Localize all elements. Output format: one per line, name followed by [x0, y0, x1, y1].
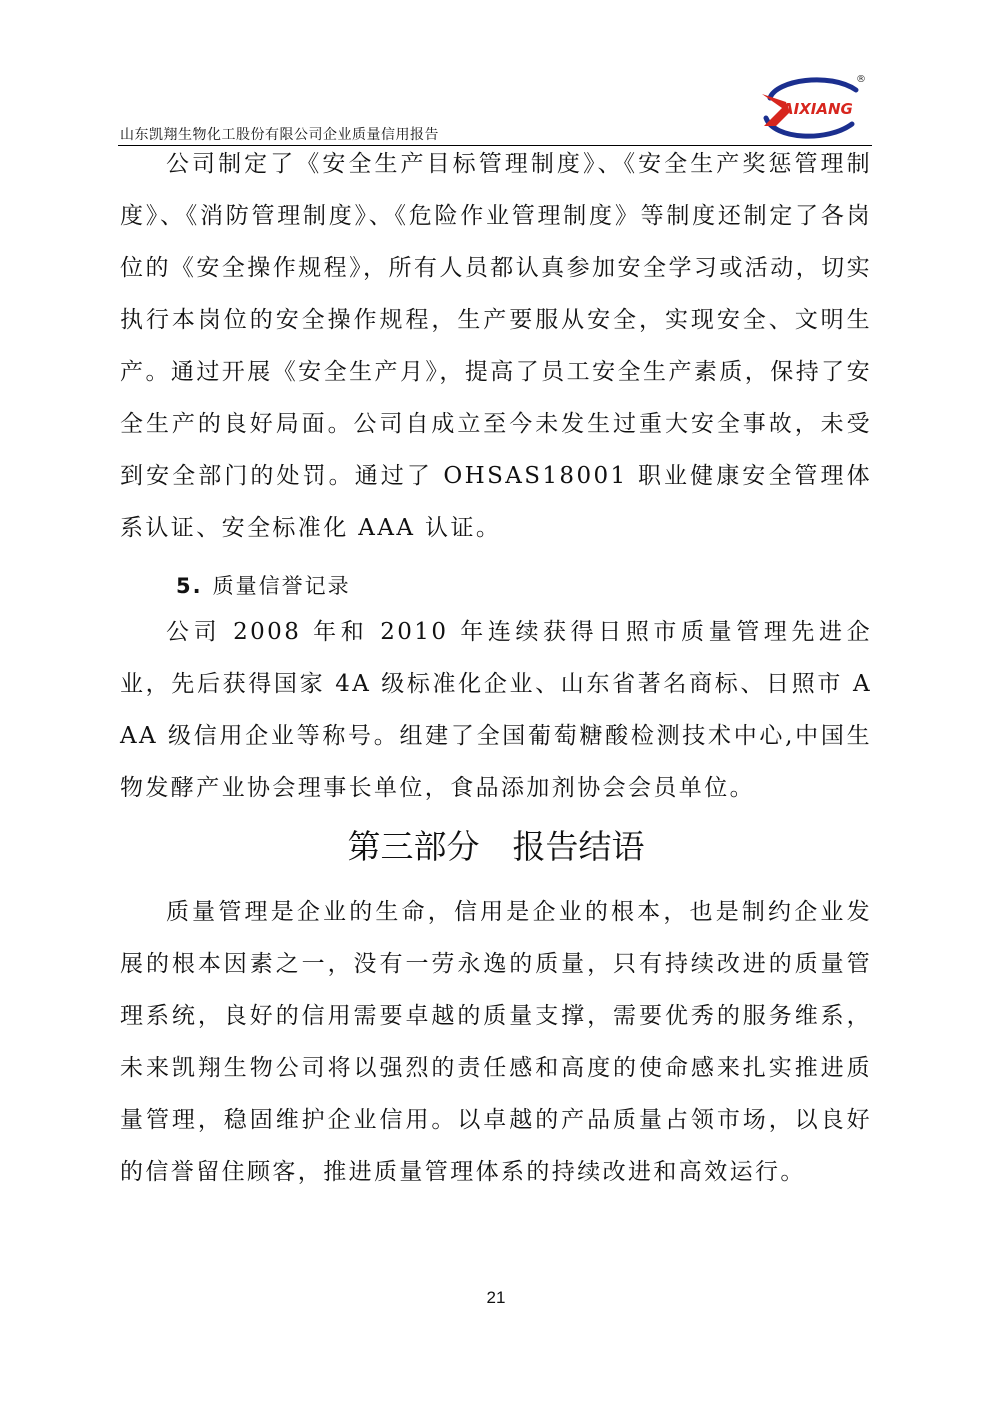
paragraph-conclusion: 质量管理是企业的生命，信用是企业的根本，也是制约企业发展的根本因素之一，没有一劳永逸的质量，只有持续改进的质量管理系统，良好的信用需要卓越的质量支撑，需要优秀的服务维系，未来凯翔生物公司将以强烈的责任感和高度的使命感来扎实推进质量管理，稳固维护企业信用。以卓越的产品质量占领市场，以良好的信誉留住顾客，推进质量管理体系的持续改进和高效运行。	[120, 899, 872, 1185]
kaixiang-logo	[752, 72, 870, 142]
section-title: 质量信誉记录	[212, 574, 351, 598]
section-heading-quality-reputation	[176, 570, 351, 600]
svg-text:AIXIANG: AIXIANG	[782, 100, 853, 118]
paragraph-quality-reputation: 公司 2008 年和 2010 年连续获得日照市质量管理先进企业，先后获得国家 4A 级标准化企业、山东省著名商标、日照市 AAA 级信用企业等称号。组建了全国葡萄糖酸检测技术中心,中国生物发酵产业协会理事长单位，食品添加剂协会会员单位。	[120, 619, 872, 801]
part-three-title: 第三部分 报告结语	[347, 827, 645, 866]
svg-text:®: ®	[856, 74, 866, 85]
paragraph-safety-management: 公司制定了《安全生产目标管理制度》、《安全生产奖惩管理制度》、《消防管理制度》、《危险作业管理制度》等制度还制定了各岗位的《安全操作规程》，所有人员都认真参加安全学习或活动，切实执行本岗位的安全操作规程，生产要服从安全，实现安全、文明生产。通过开展《安全生产月》，提高了员工安全生产素质，保持了安全生产的良好局面。公司自成立至今未发生过重大安全事故，未受到安全部门的处罚。通过了 OHSAS18001 职业健康安全管理体系认证、安全标准化 AAA 认证。	[120, 151, 872, 541]
page-number: 21	[486, 1288, 506, 1307]
section-number: 5.	[176, 574, 203, 598]
header-company-title: 山东凯翔生物化工股份有限公司企业质量信用报告	[120, 127, 439, 143]
